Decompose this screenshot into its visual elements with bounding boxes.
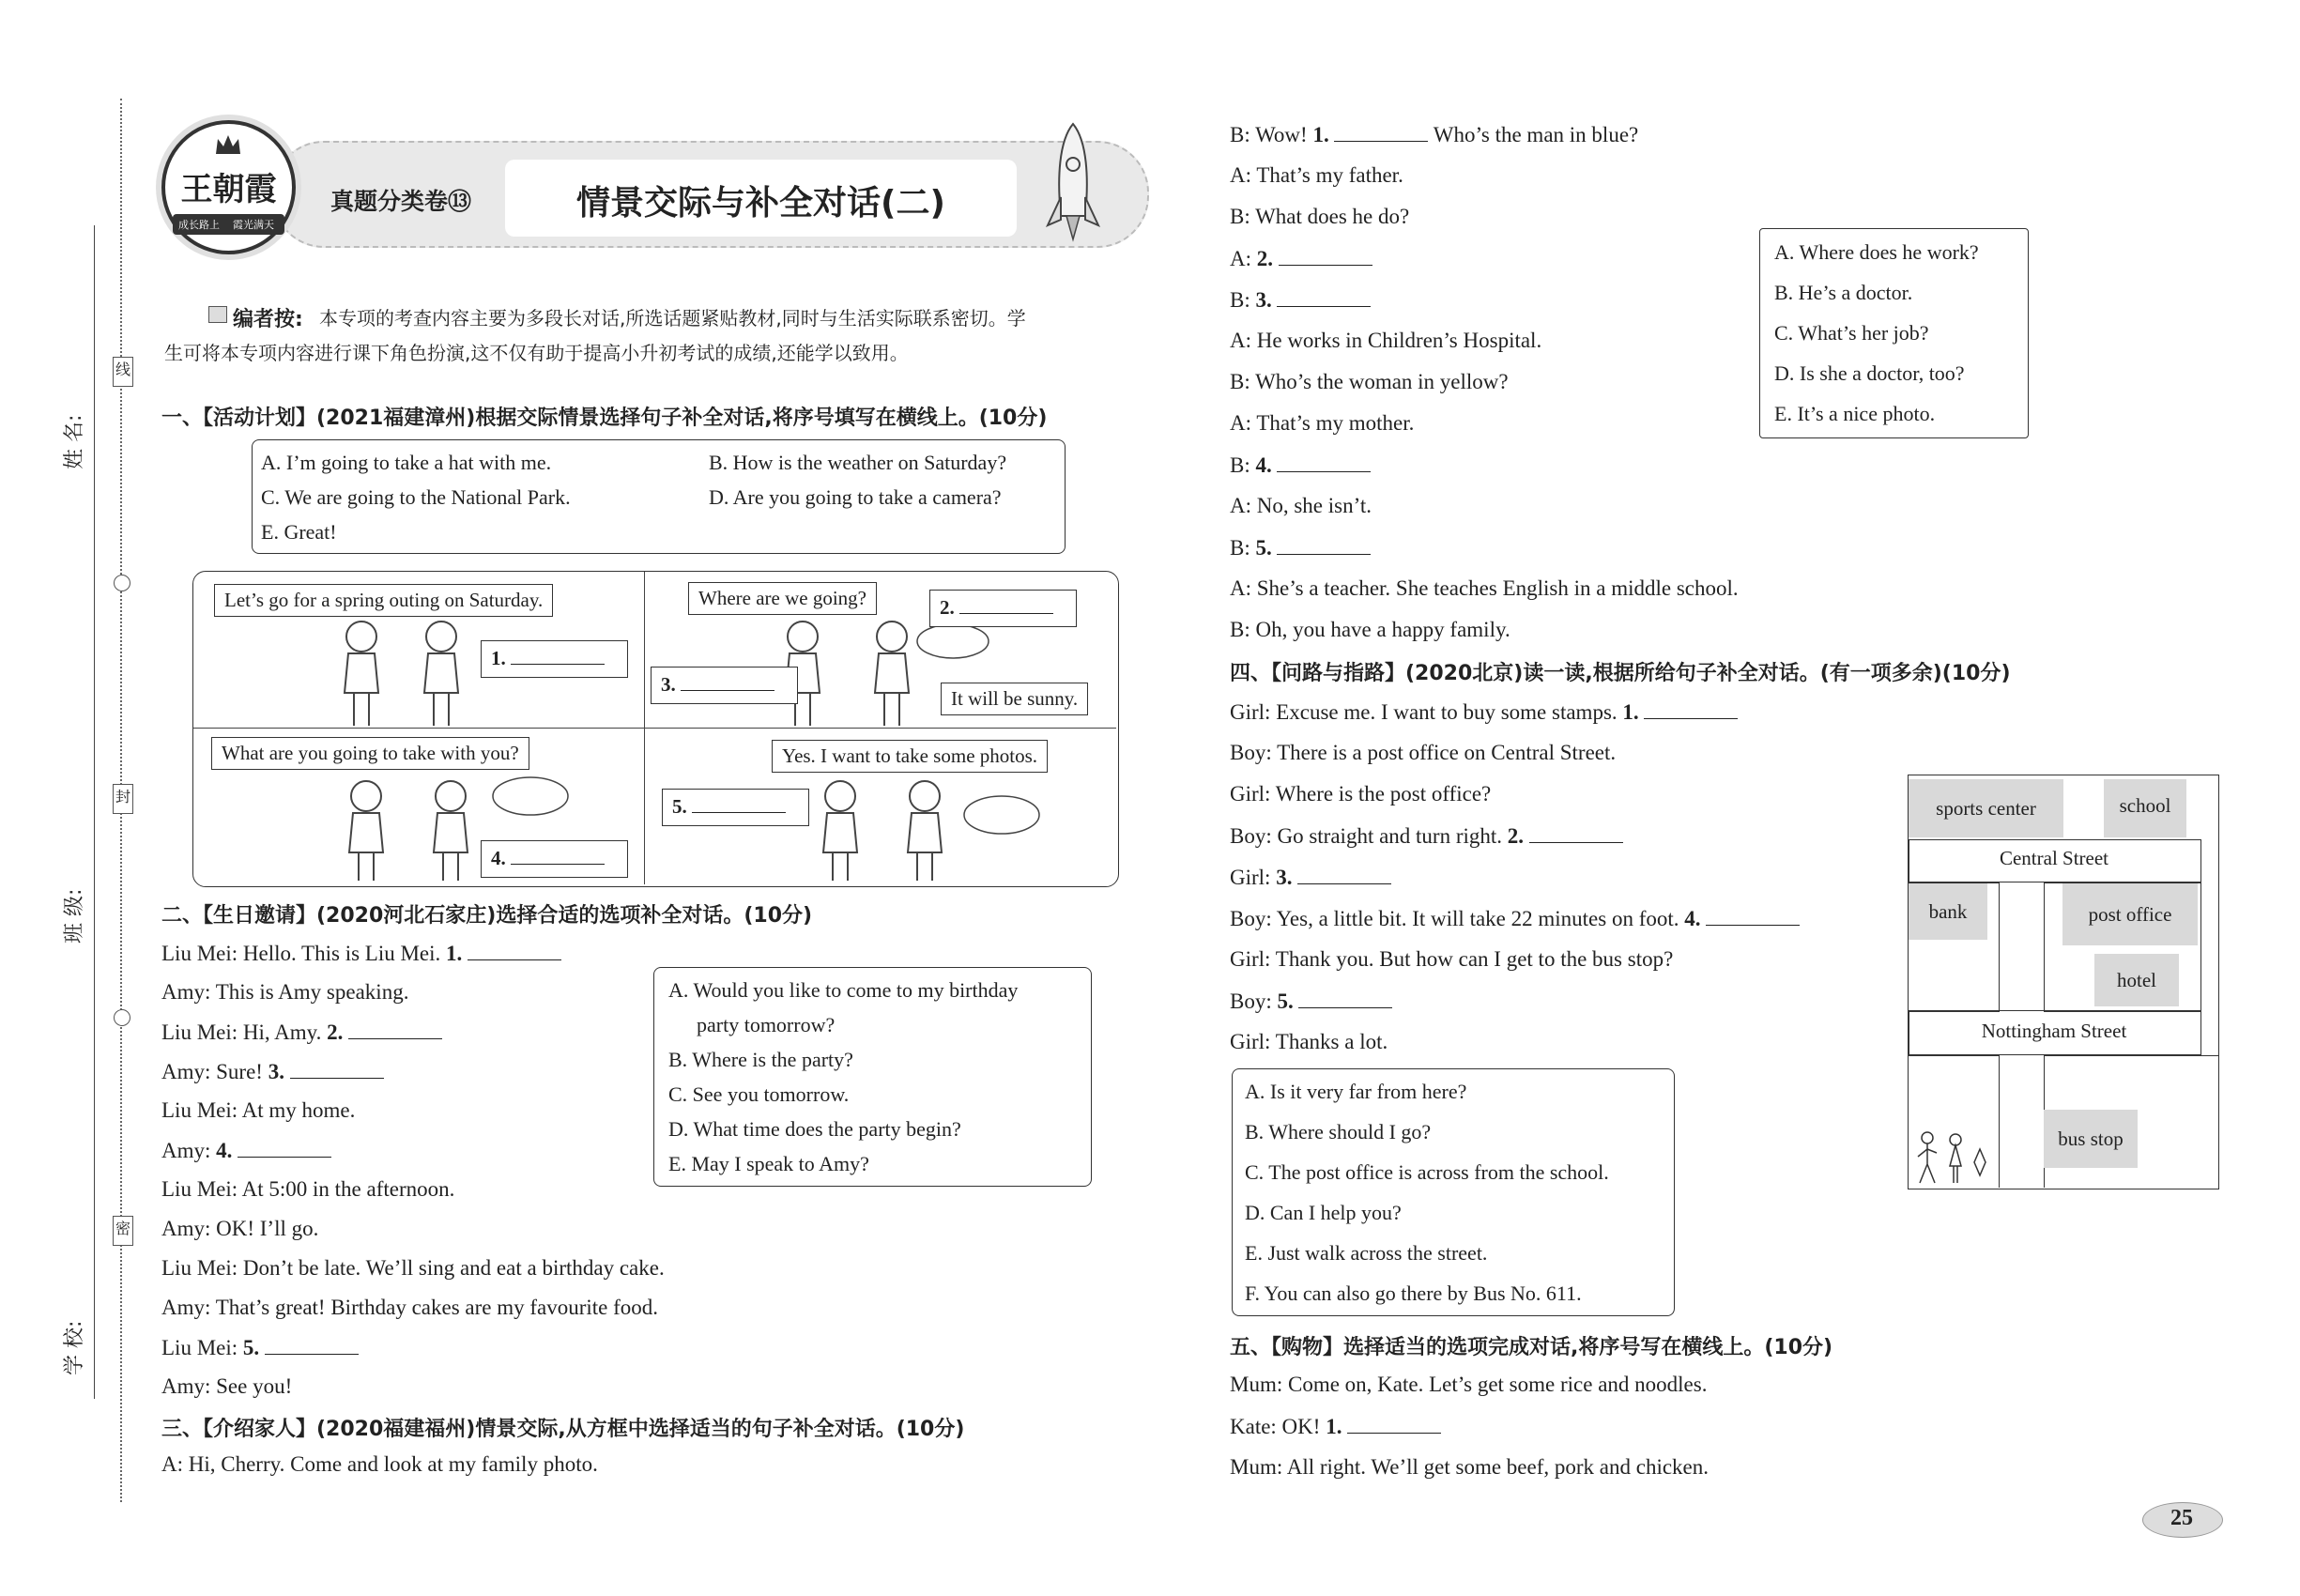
s3-line-12: A: She’s a teacher. She teaches English in a middle school. bbox=[1230, 576, 1739, 600]
s3-option-e: E. It’s a nice photo. bbox=[1774, 402, 1936, 425]
s3-line-11: B: 5. bbox=[1230, 535, 1371, 560]
s1-option-c: C. We are going to the National Park. bbox=[261, 485, 571, 509]
map-bank: bank bbox=[1909, 883, 1987, 940]
map-sports-center: sports center bbox=[1909, 779, 2063, 837]
s1-bubble-1: Let’s go for a spring outing on Saturday. bbox=[214, 584, 553, 617]
section5-heading: 五、【购物】选择适当的选项完成对话,将序号写在横线上。(10分) bbox=[1230, 1336, 1833, 1359]
binding-mark-top: 线 bbox=[113, 357, 133, 387]
rocket-icon bbox=[1040, 122, 1106, 249]
map-hotel: hotel bbox=[2094, 954, 2179, 1006]
binding-hole-2 bbox=[114, 1009, 130, 1026]
s2-option-a: A. Would you like to come to my birthday bbox=[668, 978, 1019, 1002]
s2-line-1: Liu Mei: Hello. This is Liu Mei. 1. bbox=[161, 941, 561, 966]
s1-option-b: B. How is the weather on Saturday? bbox=[709, 451, 1007, 474]
s1-option-a: A. I’m going to take a hat with me. bbox=[261, 451, 552, 474]
s2-line-3: Liu Mei: Hi, Amy. 2. bbox=[161, 1020, 442, 1045]
s3-line-10: A: No, she isn’t. bbox=[1230, 494, 1372, 517]
binding-hole-1 bbox=[114, 575, 130, 591]
logo-motto-right: 霞光满天 bbox=[233, 219, 274, 231]
s4-option-e: E. Just walk across the street. bbox=[1245, 1241, 1488, 1265]
s3-line-9: B: 4. bbox=[1230, 453, 1371, 478]
binding-mark-bottom: 密 bbox=[113, 1216, 133, 1246]
s4-option-c: C. The post office is across from the school. bbox=[1245, 1160, 1609, 1184]
section1-heading: 一、【活动计划】(2021福建漳州)根据交际情景选择句子补全对话,将序号填写在横线上。(10分) bbox=[161, 407, 1048, 430]
s2-line-9: Liu Mei: Don’t be late. We’ll sing and eat a birthday cake. bbox=[161, 1256, 665, 1280]
s3-line-8: A: That’s my mother. bbox=[1230, 411, 1415, 435]
s1-blank-4: 4. bbox=[481, 840, 628, 878]
section2-heading: 二、【生日邀请】(2020河北石家庄)选择合适的选项补全对话。(10分) bbox=[161, 904, 813, 928]
s4-line-4: Boy: Go straight and turn right. 2. bbox=[1230, 823, 1623, 849]
note-icon bbox=[208, 306, 227, 323]
binding-solid-line bbox=[94, 225, 95, 1399]
s2-line-6: Amy: 4. bbox=[161, 1138, 331, 1163]
s4-line-8: Boy: 5. bbox=[1230, 989, 1392, 1014]
s1-blank-2: 2. bbox=[929, 590, 1077, 627]
crown-icon bbox=[214, 133, 242, 156]
s4-line-9: Girl: Thanks a lot. bbox=[1230, 1030, 1388, 1053]
logo-motto-left: 成长路上 bbox=[178, 219, 220, 231]
s2-line-7: Liu Mei: At 5:00 in the afternoon. bbox=[161, 1177, 455, 1201]
s1-option-e: E. Great! bbox=[261, 520, 337, 544]
school-label: 学 校: bbox=[63, 1320, 86, 1375]
s1-bubble-3: What are you going to take with you? bbox=[211, 737, 529, 770]
s4-line-6: Boy: Yes, a little bit. It will take 22 minutes on foot. 4. bbox=[1230, 906, 1800, 931]
binding-mark-mid: 封 bbox=[113, 784, 133, 814]
s1-blank-1: 1. bbox=[481, 640, 628, 678]
section3-heading: 三、【介绍家人】(2020福建福州)情景交际,从方框中选择适当的句子补全对话。(10分) bbox=[161, 1418, 965, 1441]
s4-option-f: F. You can also go there by Bus No. 611. bbox=[1245, 1281, 1582, 1305]
s5-line-1: Mum: Come on, Kate. Let’s get some rice and noodles. bbox=[1230, 1373, 1708, 1396]
s3-line-2: A: That’s my father. bbox=[1230, 163, 1403, 187]
editor-note-line1: 本专项的考查内容主要为多段长对话,所选话题紧贴教材,同时与生活实际联系密切。学 bbox=[319, 307, 1026, 330]
s2-option-b: B. Where is the party? bbox=[668, 1048, 853, 1071]
s3-line-1: B: Wow! 1. Who’s the man in blue? bbox=[1230, 123, 1639, 146]
s5-line-2: Kate: OK! 1. bbox=[1230, 1414, 1441, 1439]
s3-option-d: D. Is she a doctor, too? bbox=[1774, 361, 1965, 385]
s2-line-4: Amy: Sure! 3. bbox=[161, 1059, 384, 1084]
logo-badge bbox=[161, 120, 296, 254]
s2-option-c: C. See you tomorrow. bbox=[668, 1082, 850, 1106]
s3-option-a: A. Where does he work? bbox=[1774, 240, 1979, 264]
s4-line-5: Girl: 3. bbox=[1230, 865, 1391, 890]
street-map bbox=[1908, 775, 2219, 1189]
s3-line-5: B: 3. bbox=[1230, 287, 1371, 313]
s1-option-d: D. Are you going to take a camera? bbox=[709, 485, 1002, 509]
editor-note-line2: 生可将本专项内容进行课下角色扮演,这不仅有助于提高小升初考试的成绩,还能学以致用。 bbox=[164, 342, 909, 364]
map-bus-stop: bus stop bbox=[2044, 1110, 2138, 1168]
s2-line-5: Liu Mei: At my home. bbox=[161, 1098, 356, 1122]
s4-line-3: Girl: Where is the post office? bbox=[1230, 782, 1492, 806]
s3-option-b: B. He’s a doctor. bbox=[1774, 281, 1913, 304]
s3-line-6: A: He works in Children’s Hospital. bbox=[1230, 329, 1542, 352]
s3-option-c: C. What’s her job? bbox=[1774, 321, 1929, 345]
map-central-street-label: Central Street bbox=[1999, 847, 2109, 869]
s4-line-2: Boy: There is a post office on Central Street. bbox=[1230, 741, 1617, 764]
editor-note-label: 编者按: bbox=[233, 308, 303, 331]
s4-line-1: Girl: Excuse me. I want to buy some stamps. 1. bbox=[1230, 699, 1738, 725]
map-school: school bbox=[2104, 779, 2186, 837]
page-title: 情景交际与补全对话(二) bbox=[576, 184, 945, 223]
s2-line-10: Amy: That’s great! Birthday cakes are my favourite food. bbox=[161, 1296, 659, 1319]
s2-option-a-cont: party tomorrow? bbox=[697, 1013, 836, 1036]
s3-line-13: B: Oh, you have a happy family. bbox=[1230, 618, 1510, 641]
s2-line-12: Amy: See you! bbox=[161, 1374, 293, 1398]
s3-line-4: A: 2. bbox=[1230, 246, 1372, 271]
s1-blank-3: 3. bbox=[651, 667, 798, 704]
s1-bubble-4: Yes. I want to take some photos. bbox=[772, 740, 1048, 773]
section4-heading: 四、【问路与指路】(2020北京)读一读,根据所给句子补全对话。(有一项多余)(10分) bbox=[1230, 662, 2011, 685]
s2-option-d: D. What time does the party begin? bbox=[668, 1117, 961, 1141]
s1-bubble-2: Where are we going? bbox=[688, 582, 877, 615]
map-post-office: post office bbox=[2062, 883, 2198, 945]
name-label: 姓 名: bbox=[63, 414, 86, 469]
s5-line-3: Mum: All right. We’ll get some beef, pork and chicken. bbox=[1230, 1455, 1709, 1479]
s2-option-e: E. May I speak to Amy? bbox=[668, 1152, 869, 1175]
s3-line-3: B: What does he do? bbox=[1230, 205, 1410, 228]
section4-options-box bbox=[1232, 1068, 1675, 1316]
map-people-icon bbox=[1914, 1130, 1989, 1187]
class-label: 班 级: bbox=[63, 888, 86, 944]
s2-line-2: Amy: This is Amy speaking. bbox=[161, 980, 409, 1004]
s2-line-11: Liu Mei: 5. bbox=[161, 1335, 359, 1360]
s4-option-a: A. Is it very far from here? bbox=[1245, 1080, 1467, 1103]
s4-line-7: Girl: Thank you. But how can I get to the bus stop? bbox=[1230, 947, 1674, 971]
s1-bubble-2b: It will be sunny. bbox=[941, 683, 1088, 715]
s2-line-8: Amy: OK! I’ll go. bbox=[161, 1217, 319, 1240]
logo-text: 王朝霞 bbox=[180, 171, 277, 208]
s3-line-7: B: Who’s the woman in yellow? bbox=[1230, 370, 1509, 393]
series-label: 真题分类卷⑬ bbox=[330, 188, 472, 215]
page-number: 25 bbox=[2170, 1506, 2193, 1530]
s3-first-line: A: Hi, Cherry. Come and look at my family photo. bbox=[161, 1452, 598, 1476]
s1-blank-5: 5. bbox=[662, 789, 809, 826]
s4-option-d: D. Can I help you? bbox=[1245, 1201, 1402, 1224]
s4-option-b: B. Where should I go? bbox=[1245, 1120, 1432, 1143]
map-nottingham-street-label: Nottingham Street bbox=[1981, 1020, 2127, 1042]
